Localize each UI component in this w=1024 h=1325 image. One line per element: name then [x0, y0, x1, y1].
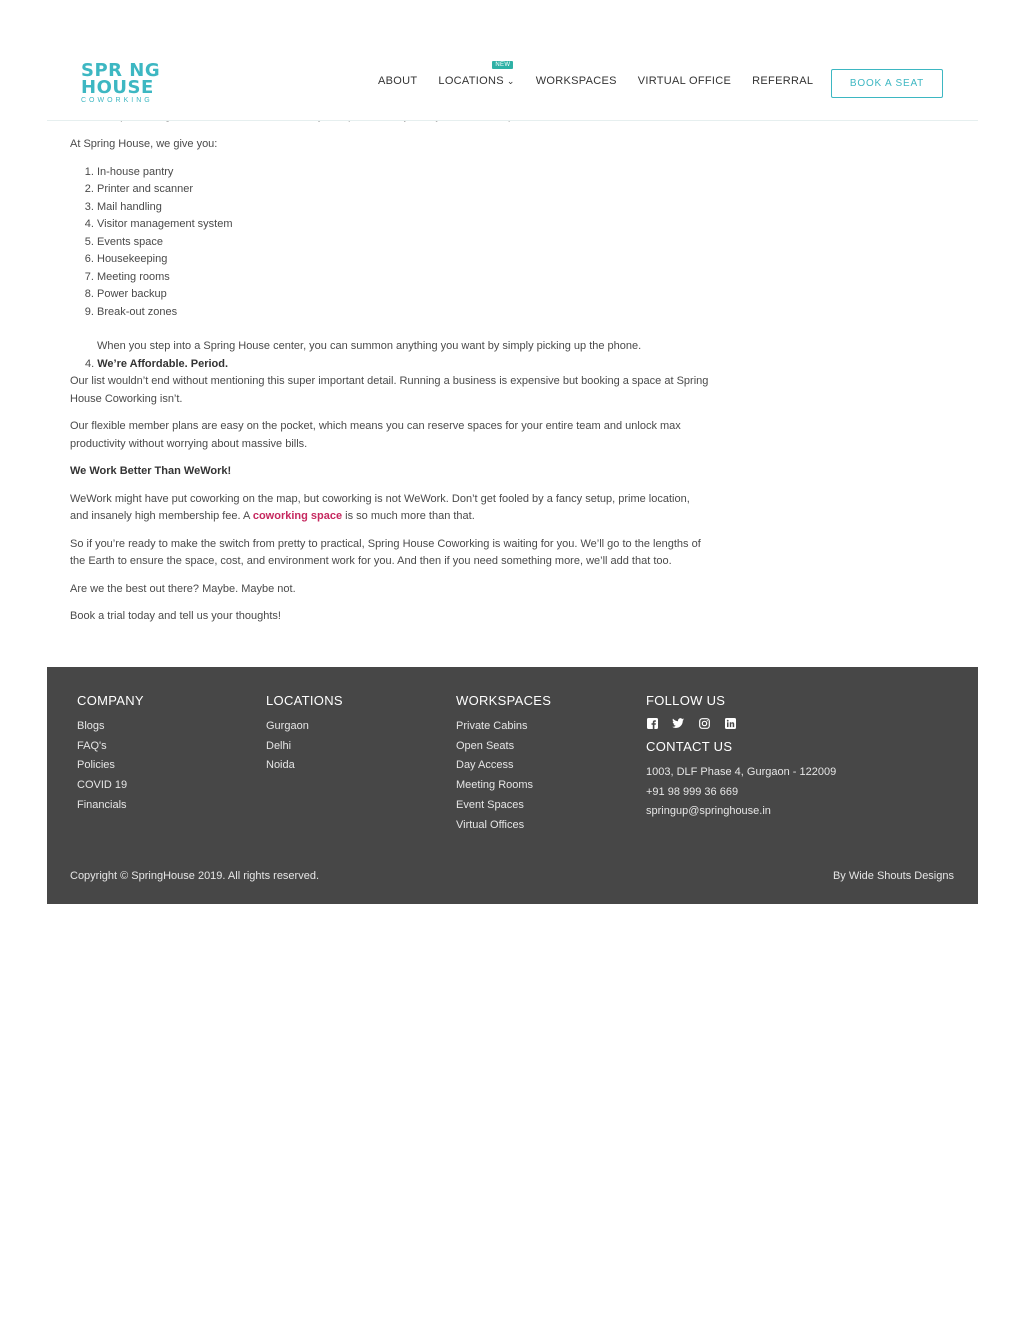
amenities-list — [70, 164, 710, 322]
intro-text: At Spring House, we give you: — [70, 138, 218, 150]
footer-workspaces — [456, 693, 551, 835]
footer-link-meeting-rooms[interactable]: Meeting Rooms — [456, 779, 534, 792]
paragraph — [70, 491, 710, 526]
nav-virtual-office[interactable] — [638, 75, 731, 87]
list-item: 7. Meeting rooms — [97, 269, 710, 287]
footer-locations — [266, 693, 343, 776]
social-icons — [646, 717, 836, 729]
paragraph-part: WeWork might have put coworking on the map, but coworking is not WeWork. Don’t get fooled by a fancy setup, prime location, and insanely high membership fee. A — [70, 492, 690, 522]
footer-link-blogs[interactable]: Blogs — [77, 720, 105, 732]
logo-line-house: HOUSE — [81, 77, 154, 98]
paragraph: Book a trial today and tell us your thoughts! — [70, 610, 281, 622]
contact-address: 1003, DLF Phase 4, Gurgaon - 122009 — [646, 766, 837, 778]
site-footer — [47, 667, 978, 904]
list-item: 3. Mail handling — [97, 199, 710, 217]
nav-about[interactable] — [378, 75, 417, 87]
list-item: 5. Events space — [97, 234, 710, 252]
main-nav — [378, 62, 834, 87]
section-heading — [70, 463, 710, 481]
list-item: 4. Visitor management system — [97, 216, 710, 234]
list-item: 2. Printer and scanner — [97, 181, 710, 199]
footer-company — [77, 693, 144, 816]
list-item: 9. Break-out zones — [97, 304, 710, 322]
footer-heading: LOCATIONS — [266, 693, 343, 708]
footer-heading: CONTACT US — [646, 739, 733, 754]
list-item: 1. In-house pantry — [97, 164, 710, 182]
site-header — [47, 0, 978, 121]
point-four-heading: We’re Affordable. Period. — [97, 357, 229, 370]
paragraph: Our list wouldn’t end without mentioning this super important detail. Running a business is expensive but booking a space at Spring House Coworking isn’t. — [70, 375, 709, 405]
nav-about-label: ABOUT — [378, 75, 418, 87]
nav-locations[interactable] — [438, 62, 515, 87]
logo-line-coworking: COWORKING — [81, 97, 153, 104]
contact-email[interactable]: springup@springhouse.in — [646, 805, 771, 818]
new-badge: NEW — [492, 61, 513, 69]
nav-workspaces[interactable] — [536, 75, 617, 87]
footer-link-faqs[interactable]: FAQ's — [77, 739, 107, 752]
footer-follow-contact — [646, 693, 836, 822]
paragraph-part: is so much more than that. — [342, 510, 475, 522]
book-a-seat-button[interactable]: BOOK A SEAT — [831, 69, 943, 98]
nav-locations-label: LOCATIONS — [438, 75, 504, 87]
footer-heading: WORKSPACES — [456, 693, 552, 708]
logo-line-spring: SPR NG — [81, 60, 161, 81]
footer-link-open-seats[interactable]: Open Seats — [456, 739, 515, 752]
twitter-icon[interactable] — [672, 717, 684, 729]
chevron-down-icon: ⌄ — [506, 76, 515, 86]
nav-referral[interactable] — [752, 75, 813, 87]
linkedin-icon[interactable] — [724, 717, 736, 729]
article-content — [70, 136, 710, 636]
point-four — [70, 356, 710, 374]
footer-heading: COMPANY — [77, 693, 144, 708]
paragraph: So if you’re ready to make the switch from pretty to practical, Spring House Coworking is waiting for you. We’ll go to the lengths of the Earth to ensure the space, cost, and environment work for you. And then if you need something more, we’ll add that too. — [70, 537, 701, 567]
coworking-space-link[interactable]: coworking space — [252, 510, 343, 522]
footer-link-virtual-offices[interactable]: Virtual Offices — [456, 818, 525, 831]
footer-heading: FOLLOW US — [646, 693, 726, 708]
contact-phone[interactable]: +91 98 999 36 669 — [646, 785, 739, 798]
copyright-text: Copyright © SpringHouse 2019. All rights reserved. — [70, 870, 320, 882]
list-item: 8. Power backup — [97, 286, 710, 304]
point-four-number: 4. — [85, 357, 95, 370]
nav-virtual-office-label: VIRTUAL OFFICE — [637, 75, 732, 87]
footer-link-day-access[interactable]: Day Access — [456, 759, 514, 772]
logo[interactable] — [81, 62, 161, 104]
list-item: 6. Housekeeping — [97, 251, 710, 269]
footer-link-financials[interactable]: Financials — [77, 798, 127, 811]
section-heading-text: We Work Better Than WeWork! — [70, 465, 232, 477]
facebook-icon[interactable] — [646, 717, 658, 729]
summon-text: When you step into a Spring House center, you can summon anything you want by simply picking up the phone. — [97, 340, 642, 352]
footer-link-gurgaon[interactable]: Gurgaon — [266, 720, 309, 732]
paragraph: Are we the best out there? Maybe. Maybe not. — [70, 582, 296, 595]
paragraph: Our flexible member plans are easy on the pocket, which means you can reserve spaces for your entire team and unlock max productivity without worrying about massive bills. — [70, 420, 681, 450]
footer-link-private-cabins[interactable]: Private Cabins — [456, 720, 528, 732]
nav-referral-label: REFERRAL — [752, 75, 814, 87]
instagram-icon[interactable] — [698, 717, 710, 729]
designer-credit-link[interactable]: By Wide Shouts Designs — [832, 870, 954, 882]
nav-workspaces-label: WORKSPACES — [535, 75, 617, 87]
footer-link-event-spaces[interactable]: Event Spaces — [456, 798, 524, 811]
footer-link-noida[interactable]: Noida — [266, 759, 295, 772]
footer-link-delhi[interactable]: Delhi — [266, 739, 292, 752]
footer-link-policies[interactable]: Policies — [77, 759, 115, 772]
footer-link-covid[interactable]: COVID 19 — [77, 779, 128, 792]
